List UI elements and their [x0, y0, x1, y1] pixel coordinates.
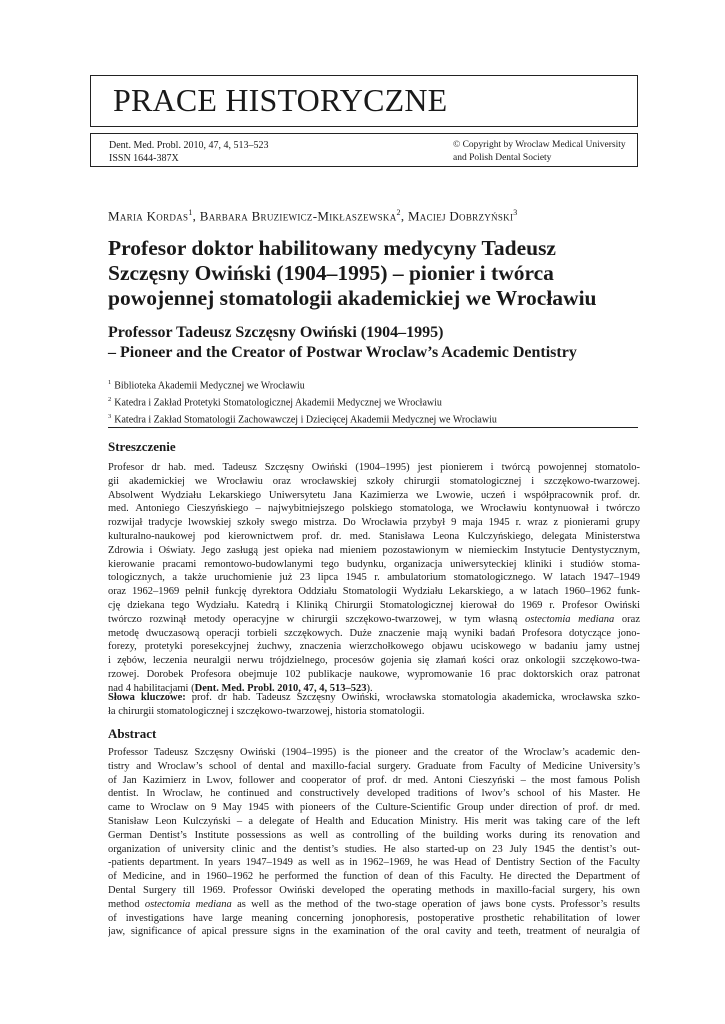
author-separator: , — [192, 208, 200, 224]
text-segment: twórczo rozwinął metody operacyjne w chirurgii szczękowo-twarzowej, w tym własną — [108, 613, 525, 625]
italic-term: ostectomia mediana — [525, 613, 615, 625]
title-line: Profesor doktor habilitowany medycyny Tadeusz — [108, 236, 556, 260]
citation-info — [109, 139, 268, 165]
article-title-english — [108, 323, 628, 363]
issn-line: ISSN 1644-387X — [109, 153, 179, 164]
text-line: tistry and Wroclaw’s school of dental and maxillo-facial surgery. Graduate from Faculty of Medicine University’s — [108, 760, 640, 772]
title-line: Professor Tadeusz Szczęsny Owiński (1904–1995) — [108, 324, 444, 341]
text-line: Professor Tadeusz Szczęsny Owiński (1904–1995) is the pioneer and the creator of the Wroclaw’s academic den- — [108, 747, 640, 758]
keywords-label: Słowa kluczowe: — [108, 692, 186, 703]
text-line: Stanisław Leon Kulczyński – a delegate of Health and Education Ministry. His merit was taking care of the left — [108, 815, 640, 827]
text-line: rozwijał tradycje lwowskiej szkoły swego mistrza. Do Wrocławia przybył 9 maja 1945 r. wraz z pionierami grupy — [108, 517, 640, 529]
text-line: forezy, protetyki poresekcyjnej żuchwy, znaczenia wierzchołkowego objawu uciskowego w badaniu jamy ustnej — [108, 641, 640, 653]
text-segment: as well as the method of the two-stage operation of jaws bone cysts. Professor’s results — [231, 898, 640, 910]
text-segment: nad 4 habilitacjami ( — [108, 682, 195, 694]
affiliation — [108, 376, 497, 393]
author-1-affil: 1 — [188, 208, 193, 217]
text-line: -patients department. In years 1947–1949 as well as in 1962–1969, he was Head of Dentistry Section of the Faculty — [108, 857, 640, 869]
streszczenie-heading: Streszczenie — [108, 439, 176, 454]
affiliation-number: 1 — [108, 379, 112, 386]
author-3: Maciej Dobrzyński — [407, 208, 514, 224]
text-line: metodę dwuczasową operacji torbieli szczękowych. Duże znaczenie mają wyniki badań Profesora dotyczące jono- — [108, 627, 640, 639]
text-line: Dental Surgery till 1969. Professor Owiński developed the operating methods in maxillo-facial surgery, his own — [108, 884, 640, 896]
text-line: med. Antoniego Cieszyńskiego – najwybitniejszego polskiego stomatologa, we Wrocławiu kontynuował i twórczo — [108, 503, 640, 515]
text-line: cję dziekana tego Wydziału. Katedrą i Kliniką Chirurgii Stomatologicznej kierował do 1969 r. Profesor Owiński — [108, 599, 640, 611]
keywords-line — [108, 691, 640, 705]
text-line: organization of university clinic and the dentist’s studies. He also started-up on 23 July 1945 the dentist’s out- — [108, 843, 640, 855]
keywords-block — [108, 691, 640, 719]
text-line: of Medicine, and in 1960–1962 he performed the function of dean of this Faculty. He directed the Department of — [108, 871, 640, 883]
keywords-line: ła chirurgii stomatologicznej i szczękowo-twarzowej, historia stomatologii. — [108, 705, 425, 717]
journal-title: PRACE HISTORYCZNE — [113, 82, 448, 118]
text-line — [108, 898, 640, 912]
copyright-info — [453, 139, 626, 165]
affiliation — [108, 393, 497, 410]
author-1: Maria Kordas — [108, 208, 189, 224]
text-line: Zdrowia i Oświaty. Jego zasługą jest opieka nad mieniem pozostawionym w niemieckim Instytucie Dentystycznym, — [108, 544, 640, 556]
text-line: oraz 1962–1969 pełnił funkcję dyrektora Oddziału Stomatologii Wydziału Lekarskiego, a w latach 1960–1962 funk- — [108, 586, 640, 598]
title-line: powojennej stomatologii akademickiej we Wrocławiu — [108, 286, 597, 310]
text-line: of Jan Kazimierz in Lwov, follower and cooperator of prof. dr med. Antoni Cieszyński – the most famous Polish — [108, 774, 640, 786]
author-list — [108, 208, 518, 224]
citation-line: Dent. Med. Probl. 2010, 47, 4, 513–523 — [109, 140, 269, 151]
streszczenie-body — [108, 461, 640, 696]
citation-box — [90, 133, 638, 167]
section-divider — [108, 427, 638, 428]
text-line: tologicznych, a także uruchomienie już 23 lipca 1945 r. ambulatorium stomatologicznego. W latach 1947–1949 — [108, 572, 640, 584]
affiliation-number: 2 — [108, 395, 112, 403]
author-separator: , — [400, 208, 408, 224]
text-segment: ). — [366, 682, 373, 694]
text-line: of investigations have large meaning concerning jonophoresis, postoperative prosthetic rehabilitation of lower — [108, 912, 640, 924]
title-line: Szczęsny Owiński (1904–1995) – pionier i twórca — [108, 261, 554, 285]
text-line: kulturalno-naukowej pod kierownictwem prof. dr. med. Stanisława Leona Kulczyńskiego, delegata Ministerstwa — [108, 530, 640, 542]
affiliation-text: Biblioteka Akademii Medycznej we Wrocławiu — [114, 380, 305, 392]
text-line: dentist. In Wroclaw, he continued and constructively developed traditions of lwov’s school of his Master. He — [108, 788, 640, 800]
copyright-line-1: © Copyright by Wroclaw Medical University — [453, 140, 626, 150]
affiliation-text: Katedra i Zakład Protetyki Stomatologicznej Akademii Medycznej we Wrocławiu — [114, 397, 442, 409]
text-line: i zębów, leczenia neuralgii nerwu trójdzielnego, procesów gojenia się złamań kości oraz onkologii szczękowo-twa- — [108, 655, 640, 667]
affiliation-number: 3 — [108, 412, 112, 420]
journal-header-box — [90, 75, 638, 127]
title-line: – Pioneer and the Creator of Postwar Wroclaw’s Academic Dentistry — [108, 344, 577, 361]
text-line: Profesor dr hab. med. Tadeusz Szczęsny Owiński (1904–1995) jest pionierem i twórcą powojennej stomatolo- — [108, 462, 640, 473]
author-2: Barbara Bruziewicz-Mikłaszewska — [199, 208, 397, 224]
abstract-heading: Abstract — [108, 726, 157, 741]
text-line: German Dentist’s Institute possessions as well as controlling of the building works during its renovation and — [108, 829, 640, 841]
affiliation-list — [108, 376, 497, 426]
text-line: rzowej. Dorobek Profesora obejmuje 102 publikacje naukowe, wypromowanie 16 prac doktorskich oraz patronat — [108, 668, 640, 680]
copyright-line-2: and Polish Dental Society — [453, 153, 552, 163]
citation-reference: Dent. Med. Probl. 2010, 47, 4, 513–523 — [194, 682, 367, 694]
author-2-affil: 2 — [396, 208, 401, 217]
affiliation — [108, 410, 497, 427]
text-line: kierowanie pracami remontowo-budowlanymi tego budynku, organizacja uniwersyteckiej kliniki i studiów stoma- — [108, 558, 640, 570]
text-line: jaw, significance of apical pressure signs in the examination of the oral cavity and teeth, treatment of neuralgia of — [108, 926, 640, 938]
italic-term: ostectomia mediana — [144, 898, 232, 910]
affiliation-text: Katedra i Zakład Stomatologii Zachowawczej i Dziecięcej Akademii Medycznej we Wrocławiu — [114, 413, 497, 425]
text-segment: method — [108, 898, 145, 910]
text-line — [108, 613, 640, 627]
text-line: Absolwent Wydziału Lekarskiego Uniwersytetu Jana Kazimierza we Lwowie, uczeń i współpracownik prof. dr. — [108, 489, 640, 501]
abstract-body — [108, 746, 640, 939]
text-line: came to Wroclaw on 9 May 1945 with pioneers of the Culture-Scientific Group under direction of prof. dr med. — [108, 802, 640, 814]
text-segment: oraz — [614, 613, 640, 625]
author-3-affil: 3 — [513, 208, 518, 217]
keywords-text: prof. dr hab. Tadeusz Szczęsny Owiński, wrocławska stomatologia akademicka, wrocławska szko- — [185, 692, 640, 703]
article-title-polish — [108, 236, 628, 311]
text-line: gii akademickiej we Wrocławiu oraz wrocławskiej szkoły chirurgii stomatologicznej i szczękowo-twarzowej. — [108, 475, 640, 487]
